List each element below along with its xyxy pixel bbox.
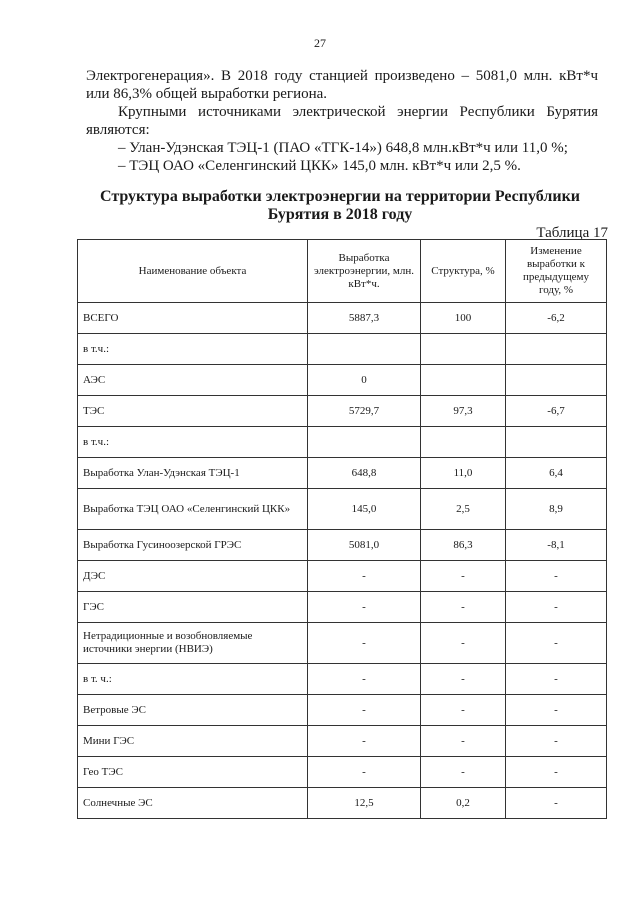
row-name-cell: Выработка Гусиноозерской ГРЭС <box>78 530 308 561</box>
row-name-cell: Солнечные ЭС <box>78 788 308 819</box>
row-output-cell: - <box>308 726 421 757</box>
row-name-cell: Гео ТЭС <box>78 757 308 788</box>
row-change-cell <box>506 365 607 396</box>
row-structure-cell: 100 <box>421 303 506 334</box>
table-row <box>78 788 607 819</box>
table-caption: Таблица 17 <box>536 225 608 241</box>
intro-line-2: или 86,3% общей выработки региона. <box>86 86 328 102</box>
row-change-cell: - <box>506 561 607 592</box>
row-structure-cell <box>421 334 506 365</box>
table-row <box>78 757 607 788</box>
intro-line-3: Крупными источниками электрической энергии Республики Бурятия <box>118 104 598 120</box>
row-structure-cell: - <box>421 695 506 726</box>
row-structure-cell: 2,5 <box>421 489 506 530</box>
row-structure-cell: - <box>421 561 506 592</box>
row-output-cell: - <box>308 561 421 592</box>
row-name-cell: Выработка ТЭЦ ОАО «Селенгинский ЦКК» <box>78 489 308 530</box>
table-header-row <box>78 240 607 303</box>
row-output-cell <box>308 427 421 458</box>
row-change-cell: -6,2 <box>506 303 607 334</box>
row-change-cell: - <box>506 788 607 819</box>
row-change-cell: - <box>506 726 607 757</box>
row-structure-cell: 0,2 <box>421 788 506 819</box>
row-change-cell: - <box>506 664 607 695</box>
table-row <box>78 561 607 592</box>
row-name-cell: в т.ч.: <box>78 334 308 365</box>
row-name-cell: Нетрадиционные и возобновляемые источники энергии (НВИЭ) <box>78 623 308 664</box>
row-name-cell: Мини ГЭС <box>78 726 308 757</box>
header-structure: Структура, % <box>421 240 506 303</box>
table-row <box>78 695 607 726</box>
row-output-cell: 648,8 <box>308 458 421 489</box>
table-title-line-1: Структура выработки электроэнергии на территории Республики <box>99 188 581 205</box>
row-change-cell: -6,7 <box>506 396 607 427</box>
row-output-cell: 5081,0 <box>308 530 421 561</box>
row-name-cell: Выработка Улан-Удэнская ТЭЦ-1 <box>78 458 308 489</box>
row-name-cell: ВСЕГО <box>78 303 308 334</box>
table-title-line-2: Бурятия в 2018 году <box>267 206 413 223</box>
table-row <box>78 334 607 365</box>
row-name-cell: в т. ч.: <box>78 664 308 695</box>
row-name-cell: АЭС <box>78 365 308 396</box>
page-number: 27 <box>314 36 326 50</box>
row-change-cell: - <box>506 623 607 664</box>
row-change-cell: -8,1 <box>506 530 607 561</box>
intro-line-4: являются: <box>86 122 150 138</box>
row-structure-cell: - <box>421 664 506 695</box>
intro-line-1: Электрогенерация». В 2018 году станцией произведено – 5081,0 млн. кВт*ч <box>86 68 598 84</box>
row-name-cell: ГЭС <box>78 592 308 623</box>
row-structure-cell <box>421 365 506 396</box>
row-name-cell: ДЭС <box>78 561 308 592</box>
table-row <box>78 726 607 757</box>
row-structure-cell: - <box>421 726 506 757</box>
row-structure-cell: - <box>421 757 506 788</box>
table-row <box>78 664 607 695</box>
row-structure-cell: 86,3 <box>421 530 506 561</box>
table-row <box>78 427 607 458</box>
energy-output-table <box>77 239 607 819</box>
table-row <box>78 592 607 623</box>
header-output: Выработка электроэнергии, млн. кВт*ч. <box>308 240 421 303</box>
row-change-cell <box>506 334 607 365</box>
header-name: Наименование объекта <box>78 240 308 303</box>
row-output-cell: - <box>308 592 421 623</box>
row-change-cell: - <box>506 592 607 623</box>
table-title <box>80 188 600 224</box>
table-row <box>78 365 607 396</box>
table-row <box>78 530 607 561</box>
row-change-cell <box>506 427 607 458</box>
row-change-cell: - <box>506 757 607 788</box>
row-structure-cell <box>421 427 506 458</box>
row-structure-cell: 11,0 <box>421 458 506 489</box>
row-change-cell: 6,4 <box>506 458 607 489</box>
row-name-cell: в т.ч.: <box>78 427 308 458</box>
row-output-cell: - <box>308 623 421 664</box>
row-change-cell: - <box>506 695 607 726</box>
table-row <box>78 396 607 427</box>
table-row <box>78 458 607 489</box>
row-structure-cell: - <box>421 623 506 664</box>
table-row <box>78 489 607 530</box>
bullet-item-2: – ТЭЦ ОАО «Селенгинский ЦКК» 145,0 млн. кВт*ч или 2,5 %. <box>118 158 521 174</box>
row-output-cell: - <box>308 695 421 726</box>
bullet-item-1: – Улан-Удэнская ТЭЦ-1 (ПАО «ТГК-14») 648,8 млн.кВт*ч или 11,0 %; <box>118 140 568 156</box>
row-output-cell: - <box>308 664 421 695</box>
row-name-cell: Ветровые ЭС <box>78 695 308 726</box>
row-output-cell <box>308 334 421 365</box>
row-structure-cell: - <box>421 592 506 623</box>
row-output-cell: 5887,3 <box>308 303 421 334</box>
row-output-cell: - <box>308 757 421 788</box>
row-output-cell: 145,0 <box>308 489 421 530</box>
row-output-cell: 12,5 <box>308 788 421 819</box>
row-output-cell: 5729,7 <box>308 396 421 427</box>
row-name-cell: ТЭС <box>78 396 308 427</box>
table-row <box>78 303 607 334</box>
table-row <box>78 623 607 664</box>
row-output-cell: 0 <box>308 365 421 396</box>
row-structure-cell: 97,3 <box>421 396 506 427</box>
row-change-cell: 8,9 <box>506 489 607 530</box>
header-change: Изменение выработки к предыдущему году, % <box>506 240 607 303</box>
